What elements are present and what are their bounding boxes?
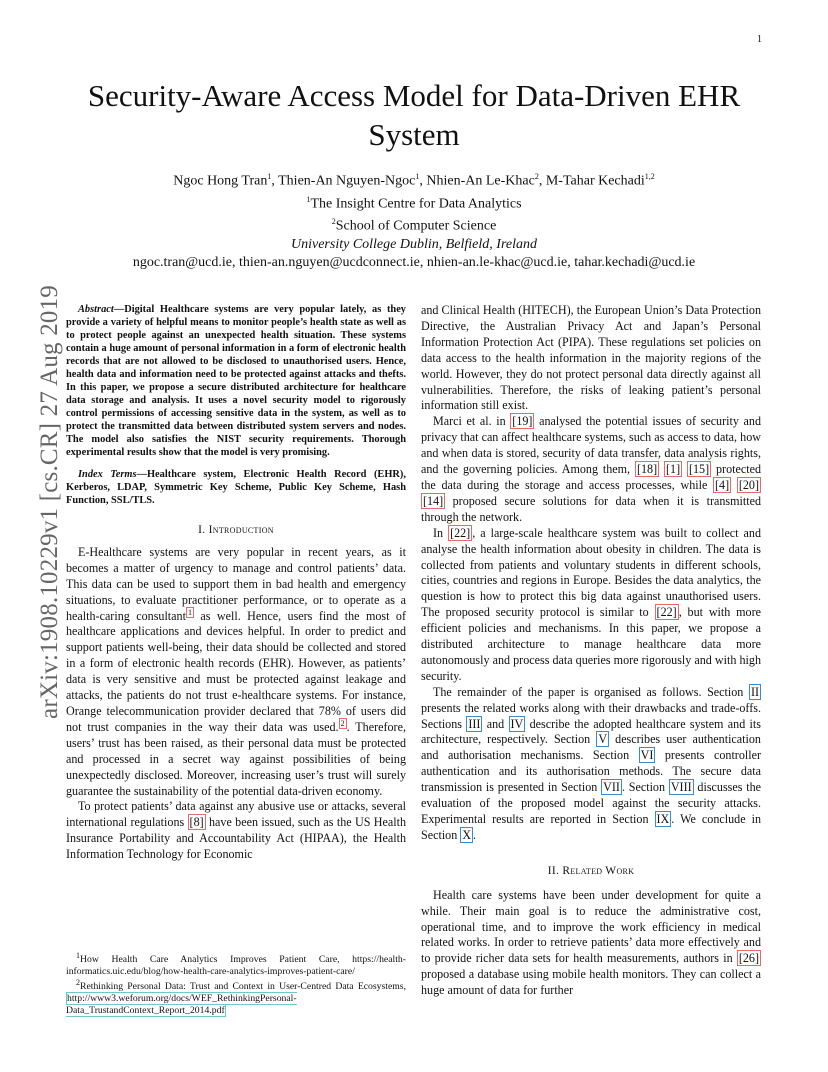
text-run: The remainder of the paper is organised as follows. Section bbox=[433, 684, 749, 699]
page-number: 1 bbox=[757, 34, 762, 45]
text-run: . We conclude in Section bbox=[421, 812, 761, 842]
text-run: . bbox=[473, 827, 477, 842]
abstract-text: —Digital Healthcare systems are very popular lately, as they provide a variety of helpful means to monitor people’s health state as well as to protect people against an unexpected health situation. These systems contain a huge amount of personal information in a form of electronic health records that are not allowed to be disclosed to unauthorised users. Hence, health data and information need to be protected against attacks and thefts. In this paper, we propose a secure distributed architecture for healthcare data storage and analysis. It uses a novel security model to rigorously control permissions of accessing sensitive data in the system, as well as to protect the transmitted data between distributed system servers and nodes. The model also satisfies the NIST security requirements. Thorough experimental results show that the model is very promising. bbox=[66, 304, 406, 458]
affiliation-mark: 1 bbox=[306, 194, 311, 204]
intro-paragraph bbox=[66, 799, 406, 863]
section-heading-introduction bbox=[66, 523, 406, 539]
author-name: Thien-An Nguyen-Ngoc bbox=[278, 173, 416, 189]
citation-link[interactable]: [20] bbox=[738, 477, 759, 492]
section-link[interactable]: VIII bbox=[670, 780, 692, 795]
footnote-text: How Health Care Analytics Improves Patient Care, https://health-informatics.uic.edu/blog/how-health-care-analytics-improves-patient-care/ bbox=[66, 954, 406, 977]
body-paragraph bbox=[421, 414, 761, 525]
text-run: proposed secure solutions for data when it is transmitted through the network. bbox=[421, 493, 761, 524]
index-terms-text: —Healthcare system, Electronic Health Record (EHR), Kerberos, LDAP, Symmetric Key Scheme, Public Key Scheme, Hash Function, SSL/TLS. bbox=[66, 469, 406, 506]
section-number: II. bbox=[547, 864, 563, 877]
footnotes bbox=[66, 950, 406, 1016]
footnote bbox=[66, 977, 406, 1016]
text-run: In bbox=[433, 525, 449, 540]
text-run: proposed a database using mobile health monitors. They can collect a huge amount of data for further bbox=[421, 967, 761, 998]
text-run: E-Healthcare systems are very popular in recent years, as it becomes a matter of urgency to manage and control patients’ data. This data can be used to support them in bad health and emergency situations, to evaluate practitioner performance, or to operate as a health-caring consultant bbox=[66, 544, 406, 623]
affiliation-mark: 2 bbox=[534, 172, 539, 181]
citation-link[interactable]: [1] bbox=[666, 462, 681, 477]
section-link[interactable]: VI bbox=[640, 748, 654, 763]
body-paragraph bbox=[421, 685, 761, 844]
citation-link[interactable]: [15] bbox=[688, 462, 710, 477]
affiliation-mark: 2 bbox=[331, 217, 336, 227]
author-emails: ngoc.tran@ucd.ie, thien-an.nguyen@ucdconnect.ie, nhien-an.le-khac@ucd.ie, tahar.kechadi@ucd.ie bbox=[132, 254, 696, 270]
university: University College Dublin, Belfield, Ireland bbox=[291, 236, 537, 252]
arxiv-identifier: arXiv:1908.10229v1 [cs.CR] 27 Aug 2019 bbox=[36, 285, 63, 719]
index-terms bbox=[66, 468, 406, 507]
body-paragraph: and Clinical Health (HITECH), the European Union’s Data Protection Directive, the Australian Privacy Act and Japan’s Personal Information Protection Act (PIPA). These regulations set policies on data access to the health information in the majority regions of the world. However, they do not protect personal data directly against all vulnerabilities. Therefore, the risks of leaking patient’s personal information still exist. bbox=[421, 303, 761, 413]
text-run: as well. Hence, users find the most of healthcare applications and devices helpful. In order to predict and support patients well-being, their data should be collected and stored in a form of electronic health records (EHR). However, as patients’ data is very sensitive and must be protected against leakage and attacks, the patients do not trust e-healthcare systems. For instance, Orange telecommunication provider declared that 78% of users did not trust companies in the way their data was used. bbox=[66, 608, 406, 734]
section-link[interactable]: X bbox=[462, 827, 472, 842]
intro-paragraph bbox=[66, 545, 406, 800]
affiliation-mark: 1 bbox=[415, 172, 420, 181]
left-column bbox=[66, 303, 406, 863]
footnote-mark: 2 bbox=[76, 978, 80, 988]
abstract bbox=[66, 303, 406, 459]
text-run: presents controller authentication and its authorisation methods. The secure data transmission is presented in Section bbox=[421, 748, 761, 795]
text-run: Marci et al. in bbox=[433, 414, 511, 429]
section-number: I. bbox=[198, 524, 209, 536]
text-run: analysed the potential issues of security and privacy that can affect healthcare systems, such as access to data, how and when data is stored, security of data transfer, data analysis rights, and the governing policies. Among them, bbox=[421, 414, 761, 477]
footnote-url-link[interactable]: http://www3.weforum.org/docs/WEF_RethinkingPersonal-Data_TrustandContext_Report_2014.pdf bbox=[66, 993, 297, 1016]
section-link[interactable]: V bbox=[598, 732, 608, 747]
author-block bbox=[60, 168, 768, 272]
text-run: presents the related works along with their drawbacks and trade-offs. Sections bbox=[421, 700, 761, 731]
text-run: Health care systems have been under development for quite a while. Their main goal is to reduce the administrative cost, operational time, and to improve the work efficiency in medical related works. In order to retrieve patients’ data more effectively and to provide richer data sets for health measurements, authors in bbox=[421, 887, 761, 966]
citation-link[interactable]: [14] bbox=[423, 493, 444, 508]
section-link[interactable]: IX bbox=[656, 812, 670, 826]
citation-link[interactable]: [8] bbox=[189, 815, 204, 830]
affiliation-1 bbox=[60, 191, 768, 214]
footnote-link[interactable]: 1 bbox=[187, 607, 192, 617]
text-run: discusses the evaluation of the proposed model against the security attacks. Experimental results are reported in Section bbox=[421, 780, 761, 826]
citation-link[interactable]: [4] bbox=[715, 477, 730, 492]
text-run: . Section bbox=[621, 780, 669, 795]
affiliation-mark: 1 bbox=[267, 172, 272, 181]
citation-link[interactable]: [19] bbox=[512, 414, 533, 429]
author-names: Ngoc Hong Tran$^1$, Thien-An Nguyen-Ngoc$^1$, Nhien-An Le-Khac$^2$, M-Tahar Kechadi$^{1,2}$ bbox=[173, 172, 655, 189]
affiliation-text: The Insight Centre for Data Analytics bbox=[310, 196, 522, 212]
text-run: describe the adopted healthcare system and its architecture, respectively. Section bbox=[421, 716, 761, 747]
index-terms-label: Index Terms bbox=[78, 469, 137, 480]
affiliation-mark: 1,2 bbox=[644, 172, 655, 181]
citation-link[interactable]: [22] bbox=[450, 525, 471, 540]
right-column bbox=[421, 303, 761, 999]
footnote bbox=[66, 950, 406, 977]
body-paragraph bbox=[421, 888, 761, 999]
text-run: have been issued, such as the US Health Insurance Portability and Accountability Act (HIPAA), the Health Information Technology for Economic bbox=[66, 815, 406, 862]
abstract-label: Abstract bbox=[78, 304, 114, 315]
affiliation-text: School of Computer Science bbox=[335, 218, 497, 234]
section-title: Related Work bbox=[562, 864, 635, 877]
section-heading-related-work bbox=[421, 864, 761, 880]
footnote-text: Rethinking Personal Data: Trust and Context in User-Centred Data Ecosystems, bbox=[80, 981, 406, 993]
footnote-mark: 1 bbox=[76, 951, 80, 960]
text-run: , a large-scale healthcare system was built to collect and analyse the health information about obesity in children. The data is collected from patients and voluntary students in different schools, cities, countries and regions in Europe. Besides the data analytics, the question is how to protect this big data against unauthorised users. The proposed security protocol is similar to bbox=[421, 525, 761, 620]
citation-link[interactable]: [22] bbox=[656, 605, 677, 620]
text-run: protected the data during the storage and access processes, while bbox=[421, 462, 762, 492]
text-run: , but with more efficient policies and mechanisms. In this paper, we propose a distributed architecture to manage healthcare data more autonomously and process data queries more rigorously and with high security. bbox=[421, 605, 761, 683]
author-name: Ngoc Hong Tran bbox=[173, 173, 268, 189]
section-title: Introduction bbox=[208, 524, 274, 536]
body-paragraph bbox=[421, 526, 761, 685]
citation-link[interactable]: [18] bbox=[636, 462, 658, 477]
paper-title: Security-Aware Access Model for Data-Driven EHR System bbox=[87, 78, 741, 152]
text-run: and bbox=[482, 716, 509, 731]
section-link[interactable]: VII bbox=[603, 780, 620, 795]
author-name: M-Tahar Kechadi bbox=[545, 173, 645, 189]
footnote-link[interactable]: 2 bbox=[340, 718, 345, 728]
author-name: Nhien-An Le-Khac bbox=[426, 173, 535, 189]
text-run: . Therefore, users’ trust has been raised, as their personal data must be protected and processed in a secret way against possibilities of being unexpectedly disclosed. Moreover, increasing user’s trust will surely guarantee the sustainability of the potential data-driven economy. bbox=[66, 719, 406, 798]
section-link[interactable]: II bbox=[750, 684, 759, 699]
text-run: To protect patients’ data against any abusive use or attacks, several international regulations bbox=[66, 799, 406, 830]
section-link[interactable]: IV bbox=[510, 716, 524, 731]
citation-link[interactable]: [26] bbox=[738, 951, 759, 966]
text-run: describes user authentication and authorisation mechanisms. Section bbox=[421, 732, 761, 763]
affiliation-2 bbox=[60, 213, 768, 236]
section-link[interactable]: III bbox=[468, 716, 481, 731]
